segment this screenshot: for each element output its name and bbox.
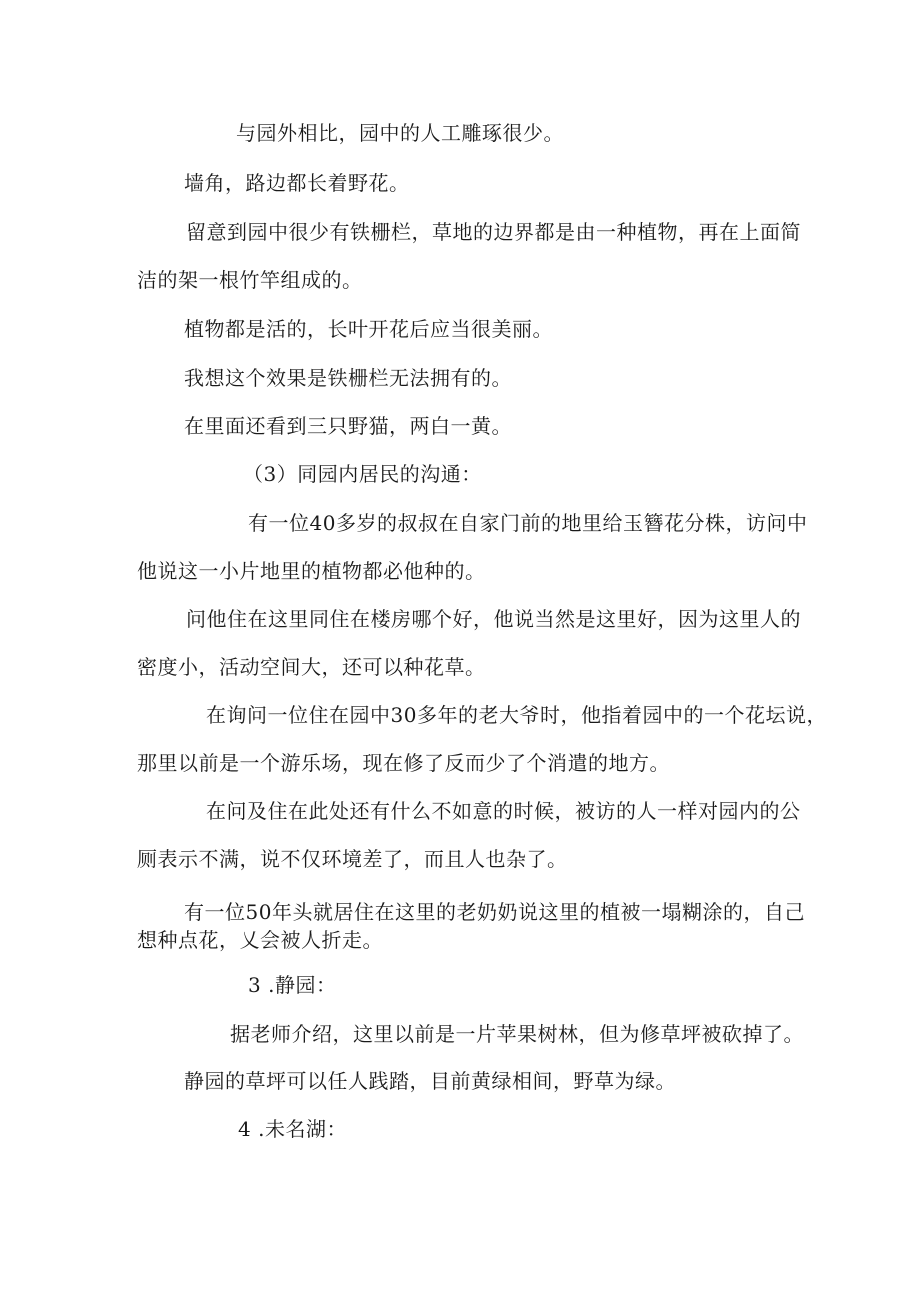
- paragraph-line: 我想这个效果是铁栅栏无法拥有的。: [184, 366, 512, 390]
- section-heading: （3）同园内居民的沟通：: [243, 462, 482, 486]
- section-heading: 4 .未名湖：: [238, 1117, 347, 1141]
- paragraph-line: 洁的架一根竹竿组成的。: [137, 268, 363, 292]
- paragraph-line: 想种点花，乂会被人折走。: [137, 928, 383, 952]
- paragraph-line: 那里以前是一个游乐场，现在修了反而少了个消遣的地方。: [137, 751, 670, 775]
- paragraph-line: 在询问一位住在园中30多年的老大爷时，他指着园中的一个花坛说，: [206, 703, 827, 727]
- paragraph-line: 在问及住在此处还有什么不如意的时候，被访的人一样对园内的公: [206, 799, 801, 823]
- paragraph-line: 问他住在这里同住在楼房哪个好，他说当然是这里好，因为这里人的: [186, 607, 801, 631]
- paragraph-line: 墙角，路边都长着野花。: [184, 171, 410, 195]
- paragraph-line: 他说这一小片地里的植物都必他种的。: [137, 559, 486, 583]
- paragraph-line: 有一位50年头就居住在这里的老奶奶说这里的植被一塌糊涂的，自己: [184, 900, 805, 924]
- paragraph-line: 厕表示不满，说不仅环境差了，而且人也杂了。: [137, 847, 568, 871]
- paragraph-line: 密度小，活动空间大，还可以种花草。: [137, 655, 486, 679]
- section-heading: 3 .静园：: [248, 973, 337, 997]
- paragraph-line: 与园外相比，园中的人工雕琢很少。: [236, 121, 564, 145]
- paragraph-line: 据老师介绍，这里以前是一片苹果树林，但为修草坪被砍掉了。: [230, 1022, 804, 1046]
- paragraph-line: 在里面还看到三只野猫，两白一黄。: [184, 414, 512, 438]
- paragraph-line: 植物都是活的，长叶开花后应当很美丽。: [184, 317, 553, 341]
- paragraph-line: 有一位40多岁的叔叔在自家门前的地里给玉簪花分株，访问中: [248, 511, 808, 535]
- paragraph-line: 留意到园中很少有铁栅栏，草地的边界都是由一种植物，再在上面简: [186, 220, 801, 244]
- paragraph-line: 静园的草坪可以任人践踏，目前黄绿相间，野草为绿。: [184, 1069, 676, 1093]
